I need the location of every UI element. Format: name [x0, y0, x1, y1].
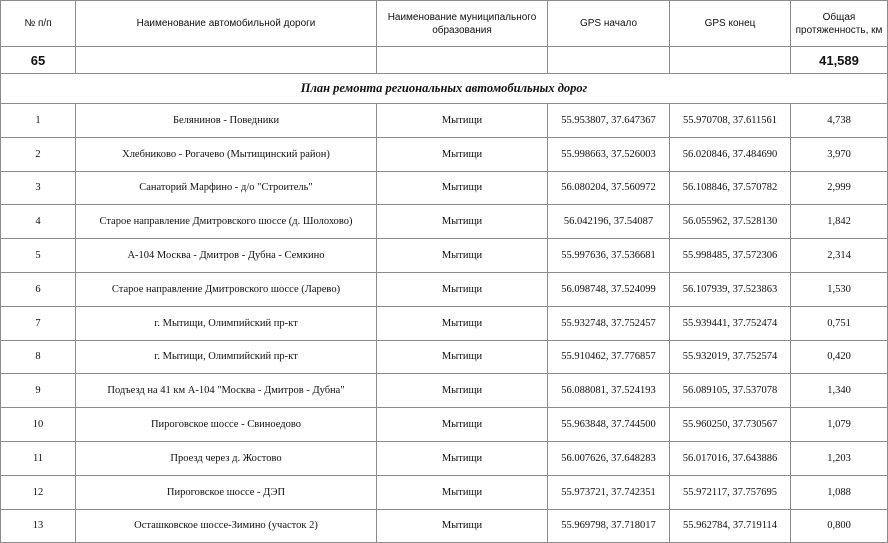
road-name: г. Мытищи, Олимпийский пр-кт	[76, 340, 377, 374]
table-row	[1, 475, 888, 509]
gps-end: 56.017016, 37.643886	[670, 441, 791, 475]
table-row	[1, 104, 888, 138]
gps-end: 55.960250, 37.730567	[670, 408, 791, 442]
table-row	[1, 408, 888, 442]
row-number: 10	[1, 408, 76, 442]
gps-start: 55.973721, 37.742351	[548, 475, 670, 509]
gps-end: 55.998485, 37.572306	[670, 239, 791, 273]
table-row	[1, 171, 888, 205]
municipality: Мытищи	[377, 239, 548, 273]
road-name: Санаторий Марфино - д/о "Строитель"	[76, 171, 377, 205]
row-number: 2	[1, 137, 76, 171]
header-length: Общая протяженность, км	[791, 1, 888, 47]
gps-start: 56.042196, 37.54087	[548, 205, 670, 239]
road-length: 1,088	[791, 475, 888, 509]
header-row	[1, 1, 888, 47]
header-road-name: Наименование автомобильной дороги	[76, 1, 377, 47]
row-number: 12	[1, 475, 76, 509]
municipality: Мытищи	[377, 306, 548, 340]
road-name: Пироговское шоссе - ДЭП	[76, 475, 377, 509]
municipality: Мытищи	[377, 205, 548, 239]
gps-end: 55.970708, 37.611561	[670, 104, 791, 138]
gps-end: 55.932019, 37.752574	[670, 340, 791, 374]
gps-start: 56.098748, 37.524099	[548, 272, 670, 306]
road-name: Пироговское шоссе - Свиноедово	[76, 408, 377, 442]
table-row	[1, 306, 888, 340]
total-empty-cell	[670, 47, 791, 74]
road-length: 0,751	[791, 306, 888, 340]
gps-end: 55.972117, 37.757695	[670, 475, 791, 509]
municipality: Мытищи	[377, 441, 548, 475]
section-title: План ремонта региональных автомобильных дорог	[1, 74, 888, 104]
row-number: 13	[1, 509, 76, 543]
total-empty-cell	[377, 47, 548, 74]
gps-start: 55.998663, 37.526003	[548, 137, 670, 171]
road-length: 0,800	[791, 509, 888, 543]
table-row	[1, 340, 888, 374]
gps-start: 55.997636, 37.536681	[548, 239, 670, 273]
row-number: 5	[1, 239, 76, 273]
road-name: Хлебниково - Рогачево (Мытищинский район)	[76, 137, 377, 171]
table-row	[1, 272, 888, 306]
road-name: Старое направление Дмитровского шоссе (д. Шолохово)	[76, 205, 377, 239]
table-row	[1, 441, 888, 475]
road-length: 1,079	[791, 408, 888, 442]
municipality: Мытищи	[377, 104, 548, 138]
road-length: 2,999	[791, 171, 888, 205]
municipality: Мытищи	[377, 374, 548, 408]
header-municipality: Наименование муниципального образования	[377, 1, 548, 47]
gps-end: 55.939441, 37.752474	[670, 306, 791, 340]
gps-start: 55.963848, 37.744500	[548, 408, 670, 442]
gps-start: 56.080204, 37.560972	[548, 171, 670, 205]
total-row	[1, 47, 888, 74]
gps-end: 56.020846, 37.484690	[670, 137, 791, 171]
table-row	[1, 137, 888, 171]
header-gps-start: GPS начало	[548, 1, 670, 47]
road-length: 1,340	[791, 374, 888, 408]
table-row	[1, 239, 888, 273]
table-row	[1, 205, 888, 239]
gps-start: 55.910462, 37.776857	[548, 340, 670, 374]
gps-start: 56.007626, 37.648283	[548, 441, 670, 475]
road-name: Осташковское шоссе-Зимино (участок 2)	[76, 509, 377, 543]
header-num: № п/п	[1, 1, 76, 47]
municipality: Мытищи	[377, 137, 548, 171]
row-number: 9	[1, 374, 76, 408]
road-name: Старое направление Дмитровского шоссе (Ларево)	[76, 272, 377, 306]
row-number: 4	[1, 205, 76, 239]
road-length: 2,314	[791, 239, 888, 273]
row-number: 3	[1, 171, 76, 205]
row-number: 7	[1, 306, 76, 340]
road-name: Подъезд на 41 км А-104 "Москва - Дмитров - Дубна"	[76, 374, 377, 408]
total-empty-cell	[548, 47, 670, 74]
gps-end: 56.108846, 37.570782	[670, 171, 791, 205]
road-length: 1,842	[791, 205, 888, 239]
section-row	[1, 74, 888, 104]
row-number: 1	[1, 104, 76, 138]
municipality: Мытищи	[377, 408, 548, 442]
road-length: 3,970	[791, 137, 888, 171]
gps-end: 56.055962, 37.528130	[670, 205, 791, 239]
road-length: 4,738	[791, 104, 888, 138]
gps-end: 56.107939, 37.523863	[670, 272, 791, 306]
gps-start: 55.932748, 37.752457	[548, 306, 670, 340]
total-length: 41,589	[791, 47, 888, 74]
municipality: Мытищи	[377, 340, 548, 374]
road-name: Проезд через д. Жостово	[76, 441, 377, 475]
municipality: Мытищи	[377, 475, 548, 509]
gps-start: 55.969798, 37.718017	[548, 509, 670, 543]
road-name: Белянинов - Поведники	[76, 104, 377, 138]
road-length: 0,420	[791, 340, 888, 374]
total-count: 65	[1, 47, 76, 74]
table-row	[1, 374, 888, 408]
municipality: Мытищи	[377, 509, 548, 543]
header-gps-end: GPS конец	[670, 1, 791, 47]
road-name: г. Мытищи, Олимпийский пр-кт	[76, 306, 377, 340]
gps-start: 56.088081, 37.524193	[548, 374, 670, 408]
municipality: Мытищи	[377, 171, 548, 205]
municipality: Мытищи	[377, 272, 548, 306]
row-number: 8	[1, 340, 76, 374]
gps-start: 55.953807, 37.647367	[548, 104, 670, 138]
row-number: 6	[1, 272, 76, 306]
table-row	[1, 509, 888, 543]
total-empty-cell	[76, 47, 377, 74]
road-name: А-104 Москва - Дмитров - Дубна - Семкино	[76, 239, 377, 273]
gps-end: 56.089105, 37.537078	[670, 374, 791, 408]
road-length: 1,530	[791, 272, 888, 306]
road-length: 1,203	[791, 441, 888, 475]
gps-end: 55.962784, 37.719114	[670, 509, 791, 543]
row-number: 11	[1, 441, 76, 475]
